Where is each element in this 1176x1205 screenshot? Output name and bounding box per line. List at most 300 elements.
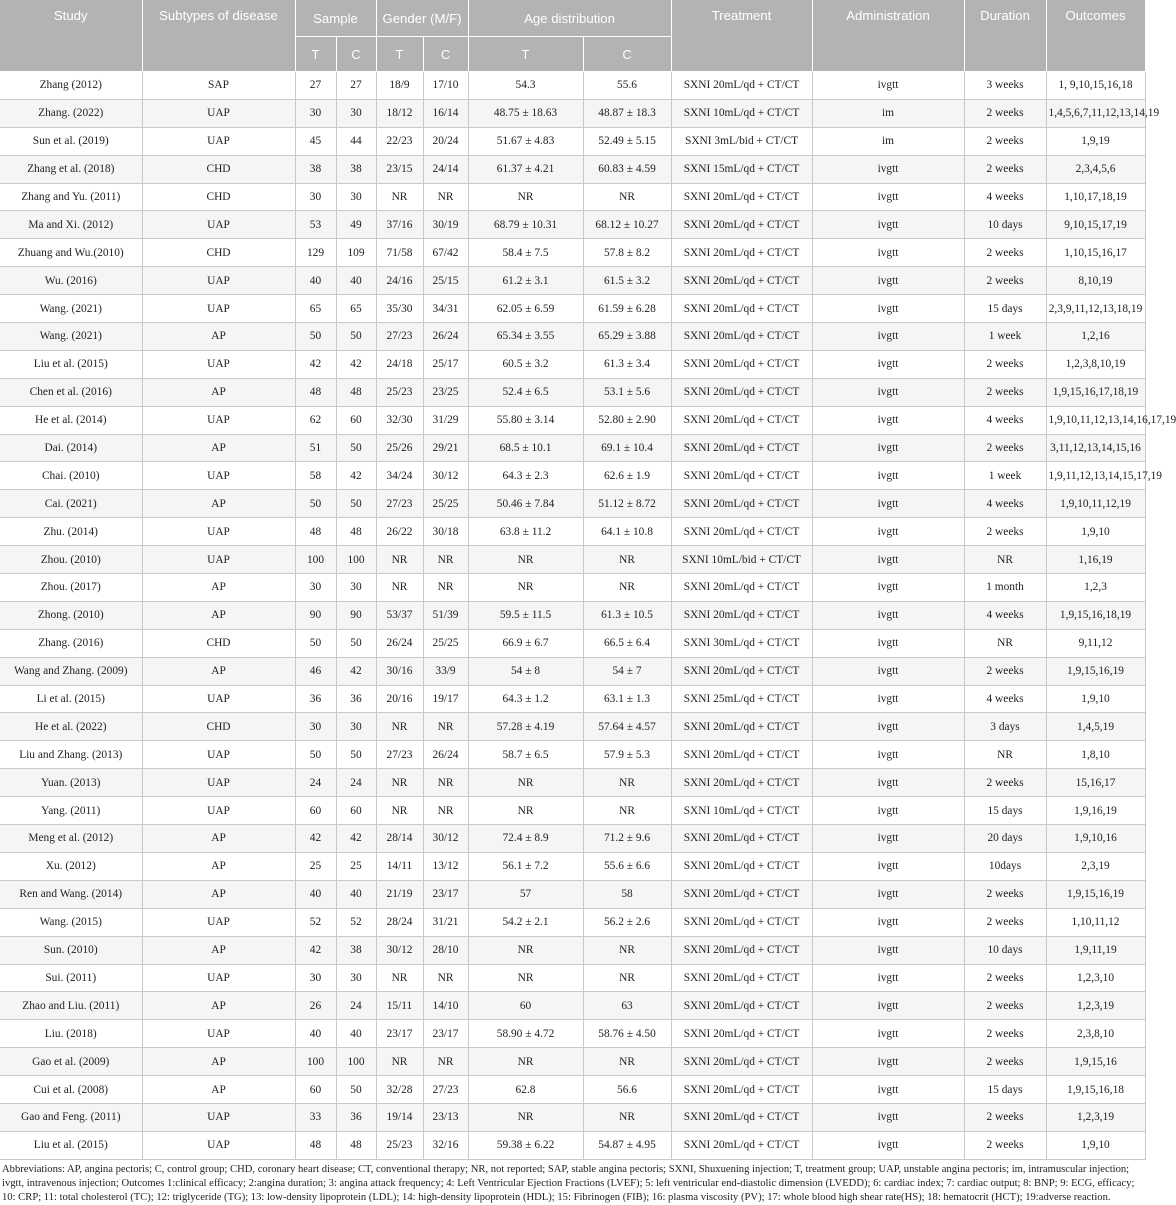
- cell-outcomes: 1,9,19: [1046, 127, 1145, 155]
- cell-age-c: 57.64 ± 4.57: [583, 713, 671, 741]
- cell-outcomes: 1,16,19: [1046, 546, 1145, 574]
- cell-sample-c: 40: [336, 267, 376, 295]
- cell-treatment: SXNI 10mL/qd + CT/CT: [671, 99, 812, 127]
- cell-outcomes: 15,16,17: [1046, 769, 1145, 797]
- cell-administration: ivgtt: [812, 880, 964, 908]
- cell-treatment: SXNI 20mL/qd + CT/CT: [671, 434, 812, 462]
- table-row: [0, 629, 1145, 657]
- cell-age-t: 58.7 ± 6.5: [468, 741, 583, 769]
- cell-study: He et al. (2014): [0, 406, 142, 434]
- cell-administration: ivgtt: [812, 741, 964, 769]
- cell-duration: 2 weeks: [964, 908, 1046, 936]
- cell-age-c: 61.5 ± 3.2: [583, 267, 671, 295]
- cell-gender-c: NR: [423, 574, 468, 602]
- cell-age-t: 54 ± 8: [468, 657, 583, 685]
- table-row: [0, 574, 1145, 602]
- cell-gender-t: 26/22: [376, 518, 423, 546]
- cell-administration: ivgtt: [812, 211, 964, 239]
- cell-gender-t: 25/23: [376, 1131, 423, 1159]
- cell-treatment: SXNI 20mL/qd + CT/CT: [671, 1131, 812, 1159]
- cell-gender-t: 25/26: [376, 434, 423, 462]
- cell-sample-c: 42: [336, 462, 376, 490]
- table-row: [0, 350, 1145, 378]
- cell-sample-t: 60: [295, 797, 336, 825]
- cell-age-t: 72.4 ± 8.9: [468, 825, 583, 853]
- cell-study: Wang. (2021): [0, 323, 142, 351]
- cell-sample-c: 109: [336, 239, 376, 267]
- cell-duration: 2 weeks: [964, 1020, 1046, 1048]
- cell-outcomes: 1,9,15,16,18: [1046, 1076, 1145, 1104]
- cell-sample-c: 42: [336, 657, 376, 685]
- cell-age-t: 61.2 ± 3.1: [468, 267, 583, 295]
- cell-study: Cai. (2021): [0, 490, 142, 518]
- cell-age-t: 50.46 ± 7.84: [468, 490, 583, 518]
- cell-sample-t: 30: [295, 183, 336, 211]
- cell-sample-t: 42: [295, 350, 336, 378]
- cell-administration: ivgtt: [812, 657, 964, 685]
- cell-gender-c: 19/17: [423, 685, 468, 713]
- cell-administration: ivgtt: [812, 964, 964, 992]
- cell-treatment: SXNI 20mL/qd + CT/CT: [671, 1103, 812, 1131]
- table-row: [0, 72, 1145, 100]
- cell-sample-t: 24: [295, 769, 336, 797]
- cell-age-c: 54 ± 7: [583, 657, 671, 685]
- cell-treatment: SXNI 20mL/qd + CT/CT: [671, 295, 812, 323]
- cell-gender-t: NR: [376, 964, 423, 992]
- cell-sample-c: 100: [336, 546, 376, 574]
- cell-administration: ivgtt: [812, 936, 964, 964]
- cell-age-t: 65.34 ± 3.55: [468, 323, 583, 351]
- cell-outcomes: 1,9,10: [1046, 685, 1145, 713]
- table-row: [0, 127, 1145, 155]
- cell-sample-c: 24: [336, 769, 376, 797]
- cell-study: Zhu. (2014): [0, 518, 142, 546]
- header-administration: Administration: [812, 0, 964, 72]
- cell-age-t: 62.05 ± 6.59: [468, 295, 583, 323]
- cell-subtype: UAP: [142, 546, 295, 574]
- cell-study: Zhang et al. (2018): [0, 155, 142, 183]
- cell-duration: 2 weeks: [964, 1131, 1046, 1159]
- cell-gender-c: NR: [423, 797, 468, 825]
- cell-age-c: 63: [583, 992, 671, 1020]
- cell-age-c: NR: [583, 546, 671, 574]
- table-row: [0, 1020, 1145, 1048]
- cell-age-c: 60.83 ± 4.59: [583, 155, 671, 183]
- cell-subtype: AP: [142, 601, 295, 629]
- cell-administration: ivgtt: [812, 797, 964, 825]
- cell-study: Sun et al. (2019): [0, 127, 142, 155]
- cell-duration: 2 weeks: [964, 518, 1046, 546]
- cell-treatment: SXNI 20mL/qd + CT/CT: [671, 657, 812, 685]
- table-row: [0, 462, 1145, 490]
- cell-sample-c: 38: [336, 155, 376, 183]
- cell-gender-c: 24/14: [423, 155, 468, 183]
- cell-treatment: SXNI 30mL/qd + CT/CT: [671, 629, 812, 657]
- cell-sample-t: 30: [295, 964, 336, 992]
- table-row: [0, 685, 1145, 713]
- table-row: [0, 1131, 1145, 1159]
- cell-study: Cui et al. (2008): [0, 1076, 142, 1104]
- cell-treatment: SXNI 20mL/qd + CT/CT: [671, 183, 812, 211]
- cell-sample-c: 44: [336, 127, 376, 155]
- cell-study: Chen et al. (2016): [0, 378, 142, 406]
- cell-treatment: SXNI 20mL/qd + CT/CT: [671, 1048, 812, 1076]
- table-row: [0, 239, 1145, 267]
- cell-administration: ivgtt: [812, 434, 964, 462]
- cell-treatment: SXNI 15mL/qd + CT/CT: [671, 155, 812, 183]
- cell-sample-t: 33: [295, 1103, 336, 1131]
- cell-gender-t: 15/11: [376, 992, 423, 1020]
- cell-gender-t: NR: [376, 546, 423, 574]
- cell-subtype: UAP: [142, 295, 295, 323]
- cell-study: Li et al. (2015): [0, 685, 142, 713]
- cell-sample-t: 45: [295, 127, 336, 155]
- cell-sample-c: 90: [336, 601, 376, 629]
- cell-administration: ivgtt: [812, 295, 964, 323]
- cell-outcomes: 1,9,15,16,19: [1046, 880, 1145, 908]
- cell-administration: ivgtt: [812, 323, 964, 351]
- cell-duration: 15 days: [964, 1076, 1046, 1104]
- cell-study: Zhao and Liu. (2011): [0, 992, 142, 1020]
- cell-age-t: 66.9 ± 6.7: [468, 629, 583, 657]
- cell-treatment: SXNI 20mL/qd + CT/CT: [671, 964, 812, 992]
- cell-sample-c: 36: [336, 685, 376, 713]
- cell-gender-c: NR: [423, 183, 468, 211]
- cell-sample-c: 30: [336, 183, 376, 211]
- cell-duration: 2 weeks: [964, 267, 1046, 295]
- table-row: [0, 490, 1145, 518]
- cell-study: He et al. (2022): [0, 713, 142, 741]
- cell-sample-c: 48: [336, 1131, 376, 1159]
- cell-gender-c: 29/21: [423, 434, 468, 462]
- cell-age-t: NR: [468, 1103, 583, 1131]
- cell-sample-c: 40: [336, 1020, 376, 1048]
- cell-age-c: 64.1 ± 10.8: [583, 518, 671, 546]
- cell-age-t: 59.38 ± 6.22: [468, 1131, 583, 1159]
- cell-subtype: CHD: [142, 155, 295, 183]
- cell-study: Zhang. (2022): [0, 99, 142, 127]
- cell-treatment: SXNI 20mL/qd + CT/CT: [671, 908, 812, 936]
- cell-age-c: 61.3 ± 10.5: [583, 601, 671, 629]
- cell-subtype: AP: [142, 1048, 295, 1076]
- cell-gender-t: 30/16: [376, 657, 423, 685]
- cell-gender-t: 27/23: [376, 323, 423, 351]
- cell-outcomes: 1,9,15,16,19: [1046, 657, 1145, 685]
- cell-age-c: 71.2 ± 9.6: [583, 825, 671, 853]
- cell-age-c: 54.87 ± 4.95: [583, 1131, 671, 1159]
- table-row: [0, 992, 1145, 1020]
- cell-gender-t: 24/18: [376, 350, 423, 378]
- cell-sample-c: 50: [336, 434, 376, 462]
- table-footnote: Abbreviations: AP, angina pectoris; C, control group; CHD, coronary heart disease; CT, conventional therapy; NR, not reported; SAP, stable angina pectoris; SXNI, Shuxuening injection; T, treatment group; UAP, unstable angina pectoris; im, intramuscular injection; ivgtt, intravenous injection; Outcomes 1:clinical efficacy; 2:angina duration; 3: angina attack frequency; 4: Left Ventricular Ejection Fractions (LVEF); 5: left ventricular end-diastolic dimension (LVEDD); 6: cardiac index; 7: cardiac output; 8: BNP; 9: ECG, efficacy; 10: CRP; 11: total cholesterol (TC); 12: triglyceride (TG); 13: low-density lipoprotein (LDL); 14: high-density lipoprotein (HDL); 15: Fibrinogen (FIB); 16: plasma viscosity (PV); 17: whole blood high shear rate(HS); 18: hematocrit (HCT); 19:adverse reaction.: [2, 1163, 1135, 1204]
- cell-age-t: 68.79 ± 10.31: [468, 211, 583, 239]
- cell-age-t: 60.5 ± 3.2: [468, 350, 583, 378]
- cell-outcomes: 1,9,11,19: [1046, 936, 1145, 964]
- cell-study: Zhang. (2016): [0, 629, 142, 657]
- cell-administration: ivgtt: [812, 1048, 964, 1076]
- cell-duration: 1 week: [964, 462, 1046, 490]
- cell-subtype: UAP: [142, 769, 295, 797]
- subheader-age-t: T: [468, 37, 583, 72]
- cell-outcomes: 1,2,16: [1046, 323, 1145, 351]
- cell-outcomes: 1,4,5,6,7,11,12,13,14,19: [1046, 99, 1145, 127]
- cell-sample-c: 50: [336, 741, 376, 769]
- header-duration: Duration: [964, 0, 1046, 72]
- table-row: [0, 406, 1145, 434]
- cell-gender-c: 30/19: [423, 211, 468, 239]
- cell-administration: ivgtt: [812, 378, 964, 406]
- table-row: [0, 267, 1145, 295]
- cell-sample-t: 30: [295, 99, 336, 127]
- cell-gender-c: 23/25: [423, 378, 468, 406]
- cell-administration: ivgtt: [812, 155, 964, 183]
- cell-sample-t: 48: [295, 1131, 336, 1159]
- table-row: [0, 657, 1145, 685]
- table-row: [0, 797, 1145, 825]
- cell-sample-t: 26: [295, 992, 336, 1020]
- cell-administration: ivgtt: [812, 685, 964, 713]
- cell-gender-t: 14/11: [376, 852, 423, 880]
- cell-duration: 2 weeks: [964, 239, 1046, 267]
- cell-gender-c: 28/10: [423, 936, 468, 964]
- table-row: [0, 908, 1145, 936]
- cell-gender-c: 32/16: [423, 1131, 468, 1159]
- cell-administration: ivgtt: [812, 574, 964, 602]
- cell-age-c: 58: [583, 880, 671, 908]
- cell-duration: 4 weeks: [964, 490, 1046, 518]
- cell-age-c: 58.76 ± 4.50: [583, 1020, 671, 1048]
- cell-duration: 3 weeks: [964, 72, 1046, 100]
- cell-sample-t: 40: [295, 1020, 336, 1048]
- cell-sample-t: 48: [295, 378, 336, 406]
- cell-sample-t: 52: [295, 908, 336, 936]
- cell-subtype: UAP: [142, 1131, 295, 1159]
- cell-age-t: 58.4 ± 7.5: [468, 239, 583, 267]
- cell-outcomes: 1,8,10: [1046, 741, 1145, 769]
- cell-gender-c: 20/24: [423, 127, 468, 155]
- cell-sample-t: 25: [295, 852, 336, 880]
- cell-sample-t: 50: [295, 490, 336, 518]
- cell-sample-c: 49: [336, 211, 376, 239]
- table-row: [0, 964, 1145, 992]
- cell-duration: 4 weeks: [964, 183, 1046, 211]
- cell-age-c: NR: [583, 1048, 671, 1076]
- cell-gender-t: 18/12: [376, 99, 423, 127]
- cell-study: Ren and Wang. (2014): [0, 880, 142, 908]
- cell-sample-t: 42: [295, 825, 336, 853]
- cell-gender-t: 23/15: [376, 155, 423, 183]
- cell-age-c: NR: [583, 1103, 671, 1131]
- cell-age-t: NR: [468, 797, 583, 825]
- cell-duration: 10 days: [964, 211, 1046, 239]
- cell-gender-c: 31/29: [423, 406, 468, 434]
- cell-administration: ivgtt: [812, 406, 964, 434]
- cell-gender-c: 26/24: [423, 323, 468, 351]
- cell-outcomes: 9,10,15,17,19: [1046, 211, 1145, 239]
- cell-age-c: 66.5 ± 6.4: [583, 629, 671, 657]
- cell-subtype: AP: [142, 490, 295, 518]
- cell-study: Liu et al. (2015): [0, 350, 142, 378]
- cell-treatment: SXNI 20mL/qd + CT/CT: [671, 267, 812, 295]
- table-row: [0, 155, 1145, 183]
- cell-sample-t: 100: [295, 546, 336, 574]
- cell-sample-c: 50: [336, 323, 376, 351]
- cell-duration: 2 weeks: [964, 127, 1046, 155]
- cell-subtype: UAP: [142, 741, 295, 769]
- cell-gender-t: NR: [376, 797, 423, 825]
- cell-sample-t: 58: [295, 462, 336, 490]
- cell-study: Sun. (2010): [0, 936, 142, 964]
- cell-duration: 2 weeks: [964, 992, 1046, 1020]
- cell-age-t: 64.3 ± 2.3: [468, 462, 583, 490]
- cell-gender-c: 25/25: [423, 629, 468, 657]
- cell-age-t: NR: [468, 936, 583, 964]
- cell-sample-t: 46: [295, 657, 336, 685]
- cell-duration: 10 days: [964, 936, 1046, 964]
- cell-age-t: NR: [468, 1048, 583, 1076]
- cell-gender-c: 14/10: [423, 992, 468, 1020]
- cell-gender-t: 30/12: [376, 936, 423, 964]
- cell-sample-c: 48: [336, 378, 376, 406]
- cell-age-t: 51.67 ± 4.83: [468, 127, 583, 155]
- cell-outcomes: 1,2,3,8,10,19: [1046, 350, 1145, 378]
- header-subtypes: Subtypes of disease: [142, 0, 295, 72]
- cell-sample-t: 40: [295, 267, 336, 295]
- table-row: [0, 518, 1145, 546]
- cell-sample-c: 42: [336, 350, 376, 378]
- cell-age-t: NR: [468, 183, 583, 211]
- cell-administration: ivgtt: [812, 1103, 964, 1131]
- cell-duration: 2 weeks: [964, 350, 1046, 378]
- cell-age-c: NR: [583, 574, 671, 602]
- cell-gender-t: 35/30: [376, 295, 423, 323]
- cell-gender-c: 17/10: [423, 72, 468, 100]
- cell-gender-c: 34/31: [423, 295, 468, 323]
- cell-age-c: 55.6: [583, 72, 671, 100]
- header-study: Study: [0, 0, 142, 72]
- cell-treatment: SXNI 20mL/qd + CT/CT: [671, 72, 812, 100]
- table-row: [0, 211, 1145, 239]
- cell-age-c: 56.2 ± 2.6: [583, 908, 671, 936]
- cell-gender-c: 31/21: [423, 908, 468, 936]
- cell-sample-t: 100: [295, 1048, 336, 1076]
- cell-treatment: SXNI 20mL/qd + CT/CT: [671, 211, 812, 239]
- cell-outcomes: 1,9,10: [1046, 518, 1145, 546]
- cell-sample-t: 129: [295, 239, 336, 267]
- cell-duration: NR: [964, 546, 1046, 574]
- cell-gender-c: 25/15: [423, 267, 468, 295]
- cell-gender-t: 19/14: [376, 1103, 423, 1131]
- cell-gender-t: 71/58: [376, 239, 423, 267]
- cell-study: Gao et al. (2009): [0, 1048, 142, 1076]
- cell-gender-t: NR: [376, 1048, 423, 1076]
- table-row: [0, 769, 1145, 797]
- cell-treatment: SXNI 20mL/qd + CT/CT: [671, 769, 812, 797]
- cell-age-c: 57.9 ± 5.3: [583, 741, 671, 769]
- cell-duration: 15 days: [964, 295, 1046, 323]
- cell-subtype: AP: [142, 1076, 295, 1104]
- cell-subtype: AP: [142, 880, 295, 908]
- cell-sample-c: 25: [336, 852, 376, 880]
- cell-gender-t: 20/16: [376, 685, 423, 713]
- cell-treatment: SXNI 20mL/qd + CT/CT: [671, 713, 812, 741]
- cell-treatment: SXNI 25mL/qd + CT/CT: [671, 685, 812, 713]
- cell-age-c: 56.6: [583, 1076, 671, 1104]
- cell-duration: 2 weeks: [964, 880, 1046, 908]
- subheader-gender-c: C: [423, 37, 468, 72]
- cell-subtype: CHD: [142, 713, 295, 741]
- cell-study: Gao and Feng. (2011): [0, 1103, 142, 1131]
- cell-gender-c: 16/14: [423, 99, 468, 127]
- cell-gender-t: NR: [376, 183, 423, 211]
- cell-sample-c: 40: [336, 880, 376, 908]
- cell-age-t: 61.37 ± 4.21: [468, 155, 583, 183]
- cell-subtype: AP: [142, 434, 295, 462]
- cell-gender-c: NR: [423, 964, 468, 992]
- cell-sample-t: 38: [295, 155, 336, 183]
- cell-sample-c: 30: [336, 713, 376, 741]
- cell-study: Chai. (2010): [0, 462, 142, 490]
- cell-outcomes: 1,9,10,11,12,19: [1046, 490, 1145, 518]
- cell-outcomes: 1,4,5,19: [1046, 713, 1145, 741]
- cell-administration: ivgtt: [812, 239, 964, 267]
- cell-subtype: AP: [142, 992, 295, 1020]
- cell-sample-c: 50: [336, 1076, 376, 1104]
- cell-duration: 2 weeks: [964, 99, 1046, 127]
- cell-sample-t: 36: [295, 685, 336, 713]
- cell-administration: ivgtt: [812, 992, 964, 1020]
- cell-subtype: AP: [142, 323, 295, 351]
- table-body: [0, 72, 1176, 1160]
- cell-subtype: UAP: [142, 964, 295, 992]
- cell-gender-c: 51/39: [423, 601, 468, 629]
- cell-sample-c: 36: [336, 1103, 376, 1131]
- cell-sample-c: 65: [336, 295, 376, 323]
- cell-study: Xu. (2012): [0, 852, 142, 880]
- cell-gender-t: 32/28: [376, 1076, 423, 1104]
- cell-subtype: UAP: [142, 797, 295, 825]
- cell-outcomes: 1,9,10,16: [1046, 825, 1145, 853]
- cell-sample-c: 24: [336, 992, 376, 1020]
- cell-treatment: SXNI 10mL/qd + CT/CT: [671, 797, 812, 825]
- cell-age-c: 62.6 ± 1.9: [583, 462, 671, 490]
- cell-subtype: CHD: [142, 239, 295, 267]
- cell-age-t: 55.80 ± 3.14: [468, 406, 583, 434]
- cell-treatment: SXNI 20mL/qd + CT/CT: [671, 1076, 812, 1104]
- cell-age-t: 54.3: [468, 72, 583, 100]
- cell-study: Ma and Xi. (2012): [0, 211, 142, 239]
- table-row: [0, 936, 1145, 964]
- cell-age-c: 61.3 ± 3.4: [583, 350, 671, 378]
- cell-age-t: NR: [468, 546, 583, 574]
- cell-gender-t: 27/23: [376, 490, 423, 518]
- cell-subtype: UAP: [142, 462, 295, 490]
- cell-outcomes: 8,10,19: [1046, 267, 1145, 295]
- cell-age-c: 55.6 ± 6.6: [583, 852, 671, 880]
- cell-administration: im: [812, 99, 964, 127]
- cell-age-c: 51.12 ± 8.72: [583, 490, 671, 518]
- cell-subtype: UAP: [142, 518, 295, 546]
- subheader-sample-t: T: [295, 37, 336, 72]
- cell-age-c: 69.1 ± 10.4: [583, 434, 671, 462]
- cell-administration: ivgtt: [812, 713, 964, 741]
- cell-outcomes: 2,3,19: [1046, 852, 1145, 880]
- cell-administration: ivgtt: [812, 1076, 964, 1104]
- cell-outcomes: 1,10,15,16,17: [1046, 239, 1145, 267]
- cell-treatment: SXNI 20mL/qd + CT/CT: [671, 490, 812, 518]
- cell-duration: 2 weeks: [964, 434, 1046, 462]
- cell-study: Zhou. (2010): [0, 546, 142, 574]
